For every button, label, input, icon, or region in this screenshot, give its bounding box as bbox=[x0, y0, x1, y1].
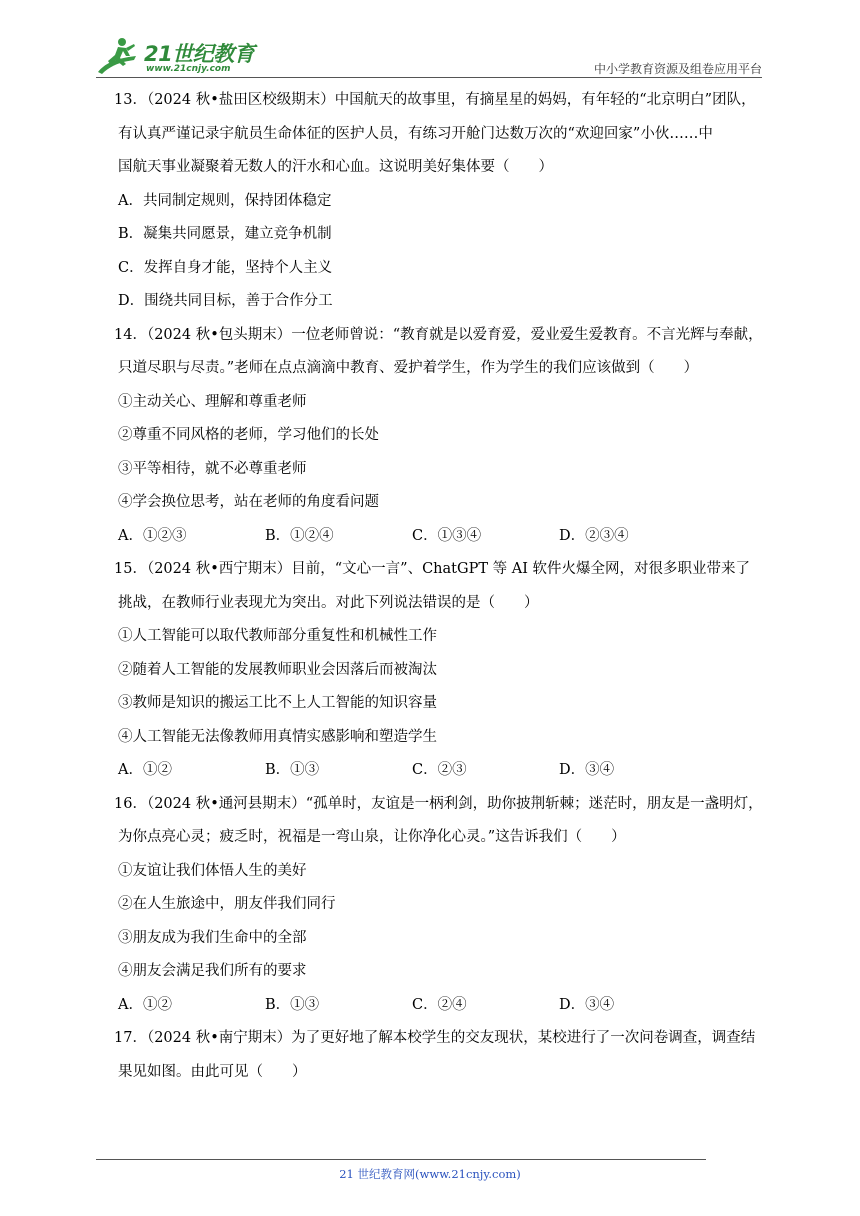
statement-item: ④朋友会满足我们所有的要求 bbox=[118, 963, 307, 979]
question-text-line: 为你点亮心灵；疲乏时，祝福是一弯山泉，让你净化心灵。”这告诉我们（ ） bbox=[118, 829, 626, 845]
question-13 bbox=[114, 84, 768, 319]
statement-item: ①友谊让我们体悟人生的美好 bbox=[118, 862, 307, 879]
answer-option: C．②③ bbox=[412, 762, 467, 778]
question-14 bbox=[114, 319, 768, 554]
question-list bbox=[114, 84, 768, 1089]
question-text-line: 只道尽职与尽责。”老师在点点滴滴中教育、爱护着学生，作为学生的我们应该做到（ ） bbox=[118, 360, 699, 376]
statement-item: ③朋友成为我们生命中的全部 bbox=[118, 929, 307, 946]
platform-name: 中小学教育资源及组卷应用平台 bbox=[593, 62, 762, 76]
answer-options-row bbox=[118, 989, 768, 1023]
question-15 bbox=[114, 553, 768, 788]
answer-option: B．①②④ bbox=[265, 527, 334, 544]
answer-option: D．围绕共同目标，善于合作分工 bbox=[118, 293, 333, 309]
question-16 bbox=[114, 788, 768, 1023]
answer-option: A．共同制定规则，保持团体稳定 bbox=[118, 192, 332, 209]
question-text-line: 挑战，在教师行业表现尤为突出。对此下列说法错误的是（ ） bbox=[118, 594, 539, 611]
statement-item: ①人工智能可以取代教师部分重复性和机械性工作 bbox=[118, 628, 437, 644]
statement-item: ①主动关心、理解和尊重老师 bbox=[118, 393, 307, 410]
answer-option: C．发挥自身才能，坚持个人主义 bbox=[118, 259, 333, 276]
logo-text: 21世纪教育 bbox=[144, 42, 255, 66]
question-text-line: 15．（2024 秋•西宁期末）目前，“文心一言”、ChatGPT 等 AI 软件火爆全网，对很多职业带来了 bbox=[114, 561, 751, 577]
statement-item: ②随着人工智能的发展教师职业会因落后而被淘汰 bbox=[118, 661, 437, 678]
statement-item: ②尊重不同风格的老师，学习他们的长处 bbox=[118, 427, 379, 443]
question-text-line: 14．（2024 秋•包头期末）一位老师曾说：“教育就是以爱育爱，爱业爱生爱教育。不言光辉与奉献， bbox=[114, 326, 763, 343]
footer-link[interactable]: 21 世纪教育网(www.21cnjy.com) bbox=[339, 1167, 521, 1181]
answer-option: B．①③ bbox=[265, 996, 320, 1013]
statement-item: ③教师是知识的搬运工比不上人工智能的知识容量 bbox=[118, 695, 437, 711]
site-logo[interactable] bbox=[96, 34, 266, 78]
answer-options-row bbox=[118, 754, 768, 788]
question-text-line: 13．（2024 秋•盐田区校级期末）中国航天的故事里，有摘星星的妈妈，有年轻的“北京明白”团队， bbox=[114, 92, 756, 108]
question-text-line: 国航天事业凝聚着无数人的汗水和心血。这说明美好集体要（ ） bbox=[118, 159, 553, 175]
header-divider bbox=[96, 77, 762, 78]
statement-item: ③平等相待，就不必尊重老师 bbox=[118, 460, 307, 477]
answer-options-row bbox=[118, 520, 768, 554]
footer-divider bbox=[96, 1159, 706, 1160]
answer-option: B．①③ bbox=[265, 762, 320, 778]
question-text-line: 有认真严谨记录宇航员生命体征的医护人员，有练习开舱门达数万次的“欢迎回家”小伙……中 bbox=[118, 125, 713, 142]
page-header bbox=[96, 34, 762, 80]
question-text-line: 17．（2024 秋•南宁期末）为了更好地了解本校学生的交友现状，某校进行了一次问卷调查，调查结 bbox=[114, 1030, 756, 1046]
runner-logo-icon bbox=[96, 36, 142, 76]
answer-option: A．①② bbox=[118, 996, 172, 1013]
answer-option: A．①② bbox=[118, 762, 172, 778]
answer-option: D．③④ bbox=[559, 996, 615, 1013]
answer-option: A．①②③ bbox=[118, 527, 187, 544]
statement-item: ②在人生旅途中，朋友伴我们同行 bbox=[118, 896, 336, 912]
answer-option: D．③④ bbox=[559, 762, 615, 778]
statement-item: ④学会换位思考，站在老师的角度看问题 bbox=[118, 494, 379, 510]
answer-option: C．①③④ bbox=[412, 527, 482, 544]
answer-option: D．②③④ bbox=[559, 527, 629, 544]
answer-option: C．②④ bbox=[412, 996, 467, 1013]
question-text-line: 16．（2024 秋•通河县期末）“孤单时，友谊是一柄利剑，助你披荆斩棘；迷茫时，朋友是一盏明灯， bbox=[114, 795, 763, 812]
question-text-line: 果见如图。由此可见（ ） bbox=[118, 1063, 307, 1080]
logo-url: www.21cnjy.com bbox=[146, 64, 231, 74]
answer-option: B．凝集共同愿景，建立竞争机制 bbox=[118, 226, 332, 242]
question-17 bbox=[114, 1022, 768, 1089]
statement-item: ④人工智能无法像教师用真情实感影响和塑造学生 bbox=[118, 728, 437, 745]
